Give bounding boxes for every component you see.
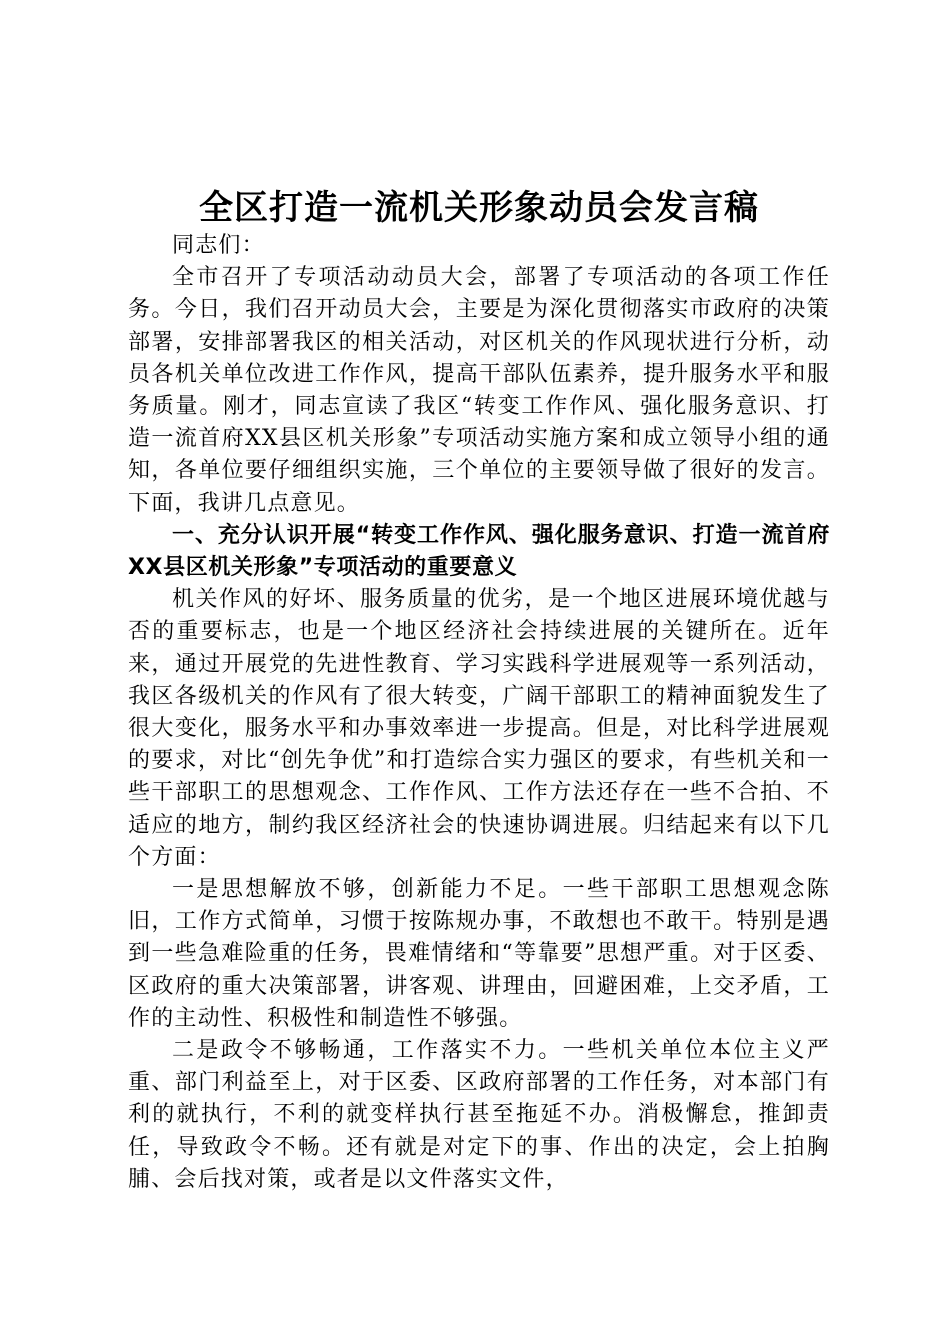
body-paragraph: 二是政令不够畅通，工作落实不力。一些机关单位本位主义严重、部门利益至上，对于区委、区政府部署的工作任务，对本部门有利的就执行，不利的就变样执行甚至拖延不办。消极懈怠，推卸责任，导致政令不畅。还有就是对定下的事、作出的决定，会上拍胸脯、会后找对策，或者是以文件落实文件， <box>128 1038 830 1192</box>
section-heading: 一、充分认识开展“转变工作作风、强化服务意识、打造一流首府XX县区机关形象”专项活动的重要意义 <box>128 522 830 581</box>
document-title: 全区打造一流机关形象动员会发言稿 <box>199 188 759 228</box>
body-paragraph: 机关作风的好坏、服务质量的优劣，是一个地区进展环境优越与否的重要标志，也是一个地区经济社会持续进展的关键所在。近年来，通过开展党的先进性教育、学习实践科学进展观等一系列活动，我区各级机关的作风有了很大转变，广阔干部职工的精神面貌发生了很大变化，服务水平和办事效率进一步提高。但是，对比科学进展观的要求，对比“创先争优”和打造综合实力强区的要求，有些机关和一些干部职工的思想观念、工作作风、工作方法还存在一些不合拍、不适应的地方，制约我区经济社会的快速协调进展。归结起来有以下几个方面： <box>128 587 830 870</box>
body-paragraph: 一是思想解放不够，创新能力不足。一些干部职工思想观念陈旧，工作方式简单，习惯于按陈规办事，不敢想也不敢干。特别是遇到一些急难险重的任务，畏难情绪和“等靠要”思想严重。对于区委、区政府的重大决策部署，讲客观、讲理由，回避困难，上交矛盾，工作的主动性、积极性和制造性不够强。 <box>128 877 830 1031</box>
intro-paragraph: 全市召开了专项活动动员大会，部署了专项活动的各项工作任务。今日，我们召开动员大会，主要是为深化贯彻落实市政府的决策部署，安排部署我区的相关活动，对区机关的作风现状进行分析，动员各机关单位改进工作作风，提高干部队伍素养，提升服务水平和服务质量。刚才，同志宣读了我区“转变工作作风、强化服务意识、打造一流首府XX县区机关形象”专项活动实施方案和成立领导小组的通知，各单位要仔细组织实施，三个单位的主要领导做了很好的发言。下面，我讲几点意见。 <box>128 265 830 516</box>
greeting: 同志们： <box>172 233 265 258</box>
document-body <box>128 186 830 1196</box>
